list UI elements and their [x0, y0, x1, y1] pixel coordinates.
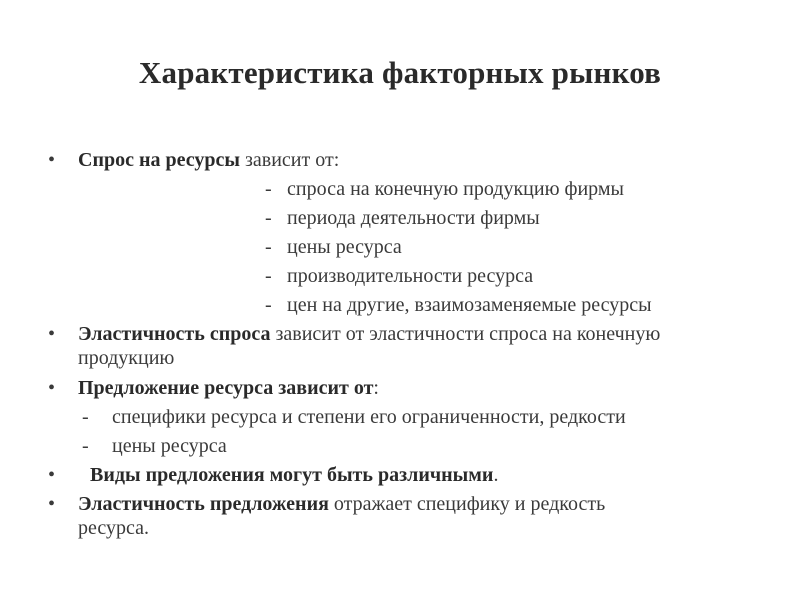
- item-text: отражает специфику и редкость: [328, 493, 606, 515]
- item-text: зависит от:: [239, 149, 340, 171]
- list-item: [78, 376, 379, 400]
- item-text: .: [493, 464, 499, 486]
- sub-list-item: [82, 405, 626, 429]
- sub-item-text: цены ресурса: [112, 435, 227, 457]
- sub-item-text: специфики ресурса и степени его ограниченности, редкости: [112, 406, 626, 428]
- sub-list-item: [265, 293, 652, 317]
- list-item-continuation: ресурса.: [78, 517, 149, 539]
- sub-item-text: периода деятельности фирмы: [287, 207, 540, 229]
- dash-marker: -: [82, 435, 89, 457]
- sub-item-text: цен на другие, взаимозаменяемые ресурсы: [287, 294, 652, 316]
- bullet-marker: •: [48, 323, 56, 345]
- item-text: :: [373, 377, 379, 399]
- slide-title: Характеристика факторных рынков: [138, 55, 662, 90]
- item-bold-text: Эластичность спроса: [78, 323, 271, 345]
- list-item: [78, 492, 605, 516]
- dash-marker: -: [265, 236, 272, 258]
- dash-marker: -: [82, 406, 89, 428]
- bullet-marker: •: [48, 377, 56, 399]
- sub-list-item: [265, 177, 624, 201]
- sub-item-text: спроса на конечную продукцию фирмы: [287, 178, 624, 200]
- bullet-marker: •: [48, 464, 56, 486]
- item-bold-text: Спрос на ресурсы: [78, 149, 240, 171]
- list-item-continuation: продукцию: [78, 347, 175, 369]
- sub-item-text: цены ресурса: [287, 236, 402, 258]
- sub-list-item: [82, 434, 227, 458]
- dash-marker: -: [265, 178, 272, 200]
- list-item: [78, 148, 339, 172]
- sub-list-item: [265, 235, 402, 259]
- dash-marker: -: [265, 265, 272, 287]
- list-item: [90, 463, 498, 487]
- sub-list-item: [265, 206, 540, 230]
- dash-marker: -: [265, 294, 272, 316]
- bullet-marker: •: [48, 149, 56, 171]
- item-bold-text: Предложение ресурса зависит от: [78, 377, 374, 399]
- item-text: зависит от эластичности спроса на конечную: [270, 323, 661, 345]
- sub-item-text: производительности ресурса: [287, 265, 534, 287]
- bullet-marker: •: [48, 493, 56, 515]
- list-item: [78, 322, 660, 346]
- sub-list-item: [265, 264, 533, 288]
- dash-marker: -: [265, 207, 272, 229]
- item-bold-text: Эластичность предложения: [78, 493, 329, 515]
- item-bold-text: Виды предложения могут быть различными: [90, 464, 494, 486]
